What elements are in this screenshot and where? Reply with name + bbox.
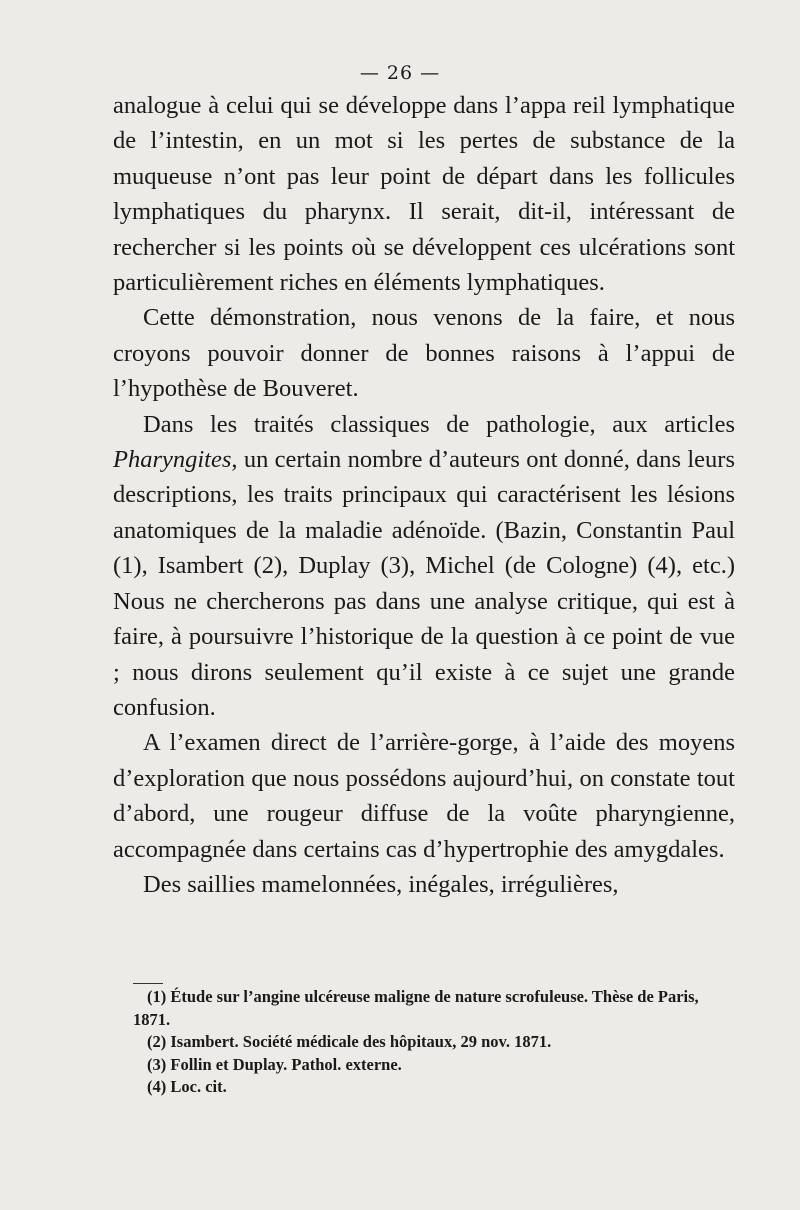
footnotes bbox=[133, 986, 738, 1099]
footnote-separator bbox=[133, 983, 163, 984]
paragraph-saillies: Des saillies mamelonnées, inégales, irrégulières, bbox=[143, 870, 619, 898]
footnote-4: (4) Loc. cit. bbox=[147, 1077, 227, 1096]
footnote-2: (2) Isambert. Société médicale des hôpitaux, 29 nov. 1871. bbox=[147, 1032, 552, 1051]
paragraph-text-end: , un certain nombre d’auteurs ont donné, dans leurs descriptions, les traits principaux qui caractérisent les lésions anatomiques de la maladie adénoïde. (Bazin, Constantin Paul (1), Isambert (2), Duplay (3), Michel (de Cologne) (4), etc.) Nous ne chercherons pas dans une analyse critique, qui est à faire, à poursuivre l’historique de la question à ce point de vue ; nous dirons seulement qu’il existe à ce sujet une grande confusion. bbox=[113, 446, 735, 721]
paragraph-demonstration: Cette démonstration, nous venons de la faire, et nous croyons pouvoir donner de bonnes raisons à l’appui de l’hypothèse de Bouveret. bbox=[113, 304, 735, 403]
paragraph-classic-treatises bbox=[113, 407, 735, 726]
body-text bbox=[113, 88, 735, 902]
page-number: — 26 — bbox=[359, 62, 441, 84]
paragraph-direct-exam: A l’examen direct de l’arrière-gorge, à l’aide des moyens d’exploration que nous possédons aujourd’hui, on constate tout d’abord, une rougeur diffuse de la voûte pharyngienne, accompagnée dans certains cas d’hypertrophie des amygdales. bbox=[113, 729, 735, 863]
paragraph-continuation: analogue à celui qui se développe dans l’appa reil lymphatique de l’intestin, en un mot si les pertes de substance de la muqueuse n’ont pas leur point de départ dans les follicules lymphatiques du pharynx. Il serait, dit-il, intéressant de rechercher si les points où se développent ces ulcérations sont particulièrement riches en éléments lymphatiques. bbox=[113, 92, 735, 297]
footnote-1: (1) Étude sur l’angine ulcéreuse maligne de nature scrofuleuse. Thèse de Paris, 1871. bbox=[133, 987, 699, 1029]
paragraph-text-start: Dans les traités classiques de pathologie, aux articles bbox=[143, 410, 735, 438]
italic-term-pharyngites: Pharyngites bbox=[113, 446, 232, 474]
footnote-3: (3) Follin et Duplay. Pathol. externe. bbox=[147, 1054, 402, 1074]
